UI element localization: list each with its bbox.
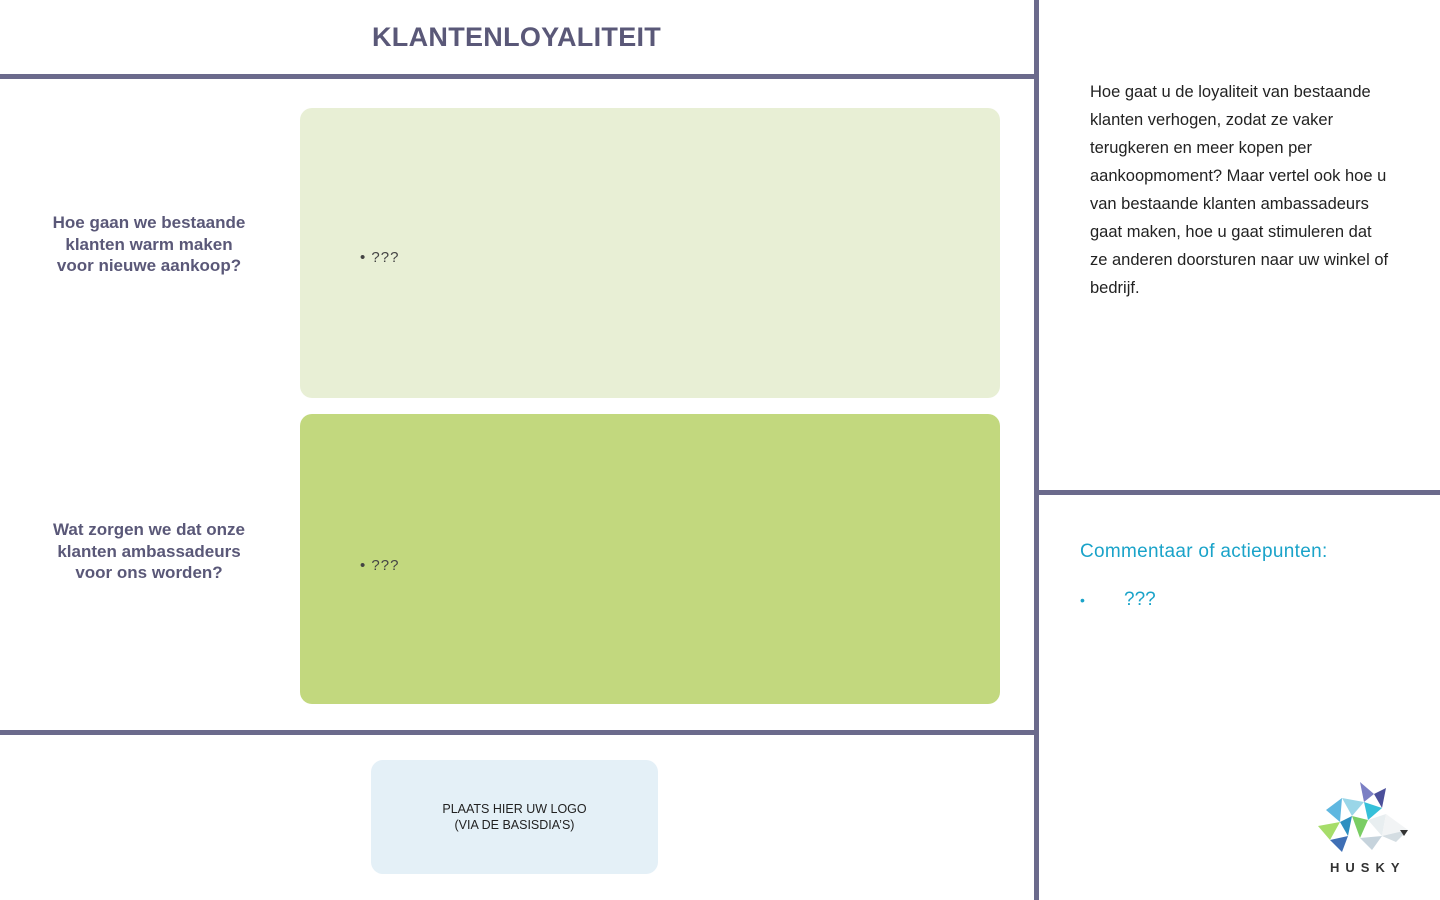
question-warm-customers: Hoe gaan we bestaande klanten warm maken voor nieuwe aankoop? (52, 213, 246, 275)
husky-logo-icon (1312, 780, 1416, 856)
page-title: KLANTENLOYALITEIT (372, 22, 662, 52)
logo-placeholder-line2: (VIA DE BASISDIA’S) (454, 818, 575, 832)
comments-title: Commentaar of actiepunten: (1080, 541, 1328, 562)
header-divider (0, 74, 1036, 79)
footer-divider (0, 730, 1036, 735)
bullet-icon: • (1080, 591, 1085, 608)
comment-text: ??? (1124, 589, 1156, 610)
logo-placeholder[interactable] (371, 760, 658, 874)
logo-placeholder-line1: PLAATS HIER UW LOGO (442, 802, 587, 816)
answer-box-warm-customers[interactable] (300, 108, 1000, 398)
answer-bullet: • ??? (360, 557, 400, 574)
vertical-divider (1034, 0, 1039, 900)
question-ambassadors: Wat zorgen we dat onze klanten ambassadeurs voor ons worden? (52, 520, 246, 582)
answer-bullet: • ??? (360, 249, 400, 266)
right-panel-divider (1039, 490, 1440, 495)
intro-description: Hoe gaat u de loyaliteit van bestaande klanten verhogen, zodat ze vaker terugkeren en meer kopen per aankoopmoment? Maar vertel ook hoe u van bestaande klanten ambassadeurs gaat maken, hoe u gaat stimuleren dat ze anderen doorsturen naar uw winkel of bedrijf. (1090, 83, 1389, 297)
brand-name: HUSKY (1330, 860, 1406, 875)
comment-list-item[interactable] (1080, 589, 1156, 611)
answer-box-ambassadors[interactable] (300, 414, 1000, 704)
